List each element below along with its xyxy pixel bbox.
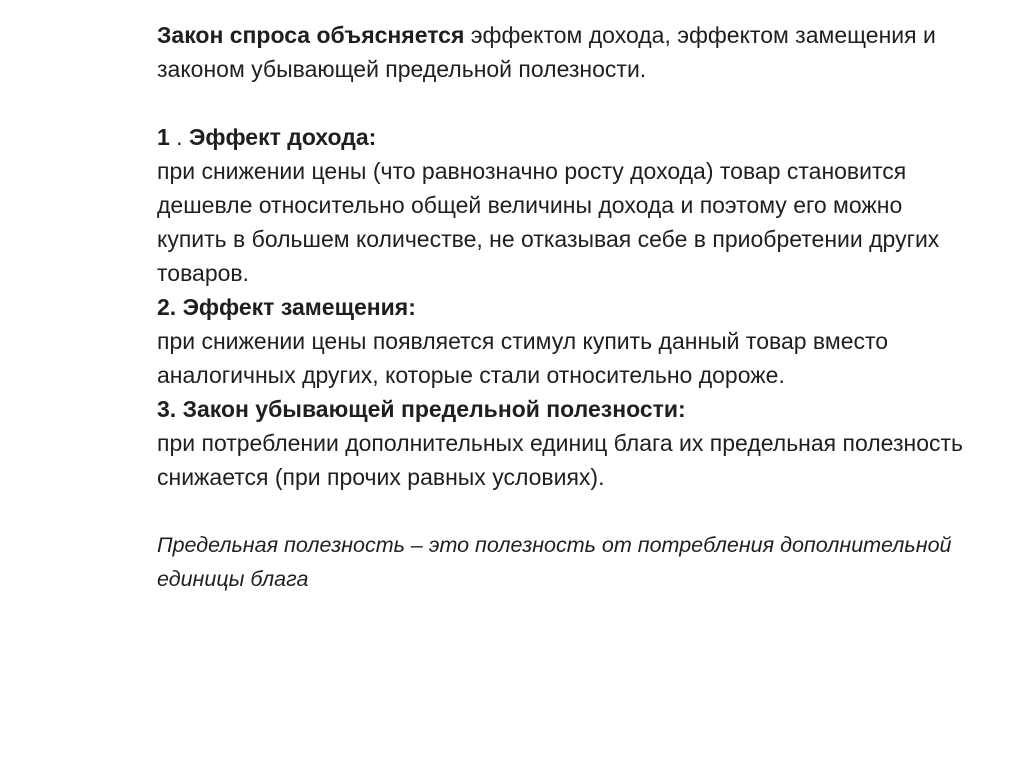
intro-paragraph: [157, 18, 977, 86]
intro-bold-lead: Закон спроса объясняется: [157, 22, 465, 48]
section-3-text: при потреблении дополнительных единиц блага их предельная полезность снижается (при прочих равных условиях).: [157, 430, 964, 490]
slide-content: [157, 18, 977, 596]
definition-note: Предельная полезность – это полезность от потребления дополнительной единицы блага: [157, 533, 952, 591]
section-2-title: 2. Эффект замещения:: [157, 294, 416, 320]
section-1-separator: .: [169, 124, 189, 150]
section-1-number: 1: [157, 124, 170, 150]
spacer: [157, 86, 977, 120]
section-1-title: Эффект дохода:: [188, 124, 377, 150]
section-1-heading: [157, 120, 977, 154]
section-2-text: при снижении цены появляется стимул купить данный товар вместо аналогичных других, которые стали относительно дороже.: [157, 328, 889, 388]
spacer: [157, 494, 977, 528]
section-3-title: 3. Закон убывающей предельной полезности:: [157, 396, 686, 422]
intro-rest: эффектом дохода, эффектом замещения и законом убывающей предельной полезности.: [157, 22, 936, 82]
section-1-text: при снижении цены (что равнозначно росту дохода) товар становится дешевле относительно общей величины дохода и поэтому его можно купить в большем количестве, не отказывая себе в приобретении других товаров.: [157, 158, 940, 286]
